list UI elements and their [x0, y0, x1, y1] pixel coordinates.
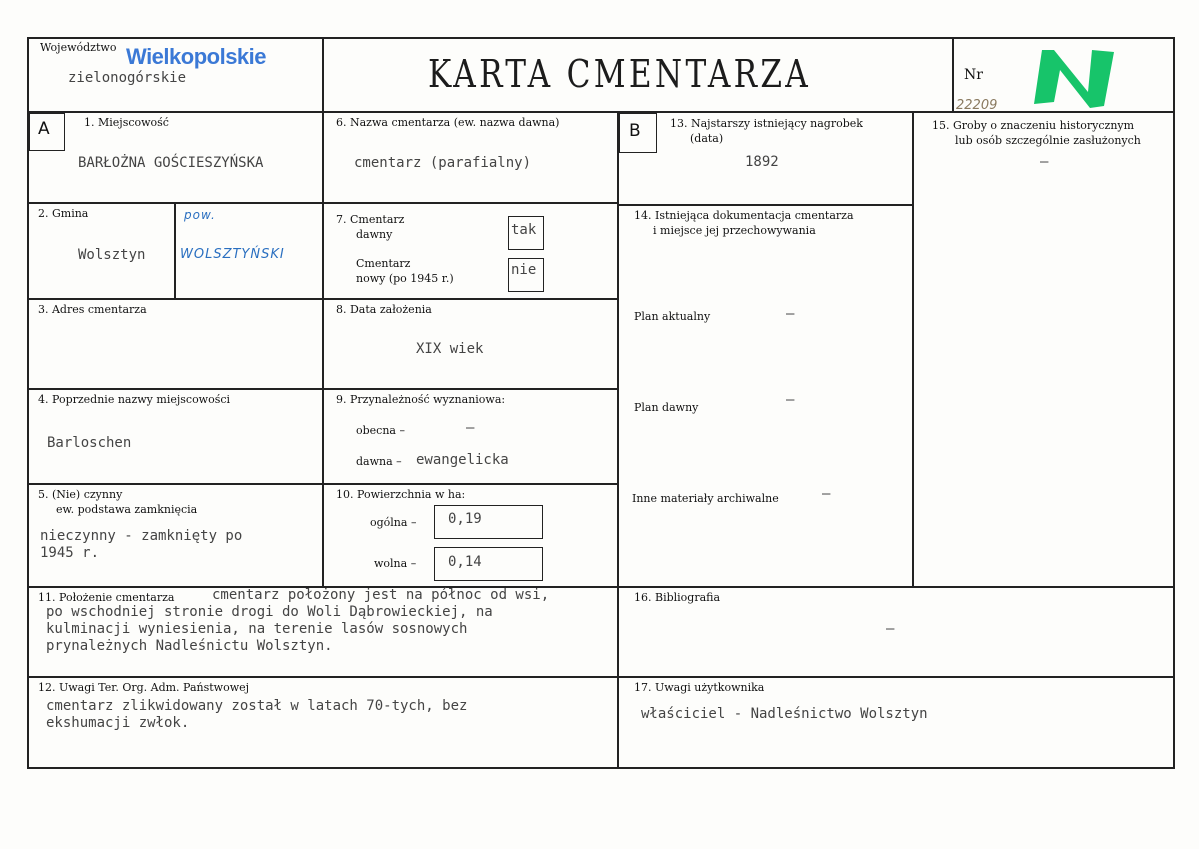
header-col-1: [322, 37, 324, 112]
nr-value: 22209: [956, 98, 998, 113]
field-11-line-3: kulminacji wyniesienia, na terenie lasów sosnowych: [46, 621, 468, 637]
row-line-b: [617, 204, 914, 206]
field-13-label-2: (data): [690, 132, 724, 145]
field-7-old: dawny: [356, 228, 393, 241]
field-2-label: 2. Gmina: [38, 207, 89, 220]
field-13-label-1: 13. Najstarszy istniejący nagrobek: [670, 117, 863, 130]
field-12-line-2: ekshumacji zwłok.: [46, 715, 190, 731]
field-7-nie: nie: [511, 262, 537, 278]
row-line-4: [27, 483, 619, 485]
field-4-value: Barloschen: [47, 435, 132, 451]
field-11-line-4: prynależnych Nadleśnictu Wolsztyn.: [46, 638, 333, 654]
field-14-other-dash: –: [822, 486, 831, 502]
field-10-total: ogólna –: [370, 516, 417, 529]
n-marker-icon: [1030, 44, 1120, 118]
field-9-old: dawna –: [356, 455, 402, 468]
field-12-line-1: cmentarz zlikwidowany został w latach 70-tych, bez: [46, 698, 468, 714]
field-1-value: BARŁOŻNA GOŚCIESZYŃSKA: [78, 155, 264, 171]
col-div-3: [912, 111, 914, 587]
field-6-value: cmentarz (parafialny): [354, 155, 532, 171]
header-col-2: [952, 37, 954, 112]
gmina-split: [174, 202, 176, 298]
field-5-value-2: 1945 r.: [40, 545, 100, 561]
field-2-pow-label: pow.: [184, 208, 216, 222]
nr-label: Nr: [964, 67, 983, 83]
page-title: KARTA CMENTARZA: [428, 52, 812, 96]
field-15-label-2: lub osób szczególnie zasłużonych: [955, 134, 1141, 147]
field-17-value: właściciel - Nadleśnictwo Wolsztyn: [641, 706, 928, 722]
field-2-value: Wolsztyn: [78, 247, 146, 263]
field-11-line-1: cmentarz położony jest na północ od wsi,: [212, 587, 550, 603]
field-17-label: 17. Uwagi użytkownika: [634, 681, 765, 694]
field-9-old-value: ewangelicka: [416, 452, 509, 468]
field-15-label-1: 15. Groby o znaczeniu historycznym: [932, 119, 1135, 132]
field-5-label-1: 5. (Nie) czynny: [38, 488, 123, 501]
field-7-tak: tak: [511, 222, 537, 238]
row-line-2: [27, 298, 619, 300]
field-16-dash: –: [886, 621, 895, 637]
voivodeship-stamp: Wielkopolskie: [126, 44, 267, 69]
field-15-dash: –: [1040, 154, 1049, 170]
field-1-label: 1. Miejscowość: [84, 116, 169, 129]
row-line-5: [27, 586, 1175, 588]
field-4-label: 4. Poprzednie nazwy miejscowości: [38, 393, 231, 406]
field-9-current: obecna –: [356, 424, 405, 437]
field-12-label: 12. Uwagi Ter. Org. Adm. Państwowej: [38, 681, 250, 694]
field-9-label: 9. Przynależność wyznaniowa:: [336, 393, 506, 406]
field-14-current-plan-dash: –: [786, 306, 795, 322]
field-14-old-plan-dash: –: [786, 392, 795, 408]
field-5-label-2: ew. podstawa zamknięcia: [56, 503, 198, 516]
voivodeship-typed: zielonogórskie: [68, 70, 187, 86]
col-div-1: [322, 111, 324, 587]
field-11-label: 11. Położenie cmentarza: [38, 591, 175, 604]
field-7-label: 7. Cmentarz: [336, 213, 405, 226]
field-10-total-value: 0,19: [448, 511, 482, 527]
field-14-current-plan: Plan aktualny: [634, 310, 711, 323]
field-2-pow-value: WOLSZTYŃSKI: [180, 247, 285, 262]
section-a-letter: A: [38, 119, 50, 139]
frame-bottom: [27, 767, 1175, 769]
section-b-letter: B: [629, 121, 641, 141]
field-13-value: 1892: [745, 154, 779, 170]
col-div-2: [617, 111, 619, 769]
header-divider: [27, 111, 1175, 113]
field-3-label: 3. Adres cmentarza: [38, 303, 147, 316]
frame-right: [1173, 37, 1175, 769]
field-9-current-value: –: [466, 420, 475, 436]
field-16-label: 16. Bibliografia: [634, 591, 721, 604]
field-8-value: XIX wiek: [416, 341, 484, 357]
field-14-other: Inne materiały archiwalne: [632, 492, 779, 505]
row-line-6: [27, 676, 1175, 678]
field-14-old-plan: Plan dawny: [634, 401, 699, 414]
frame-top: [27, 37, 1175, 39]
row-line-1: [27, 202, 619, 204]
row-line-3: [27, 388, 619, 390]
field-7-new-1: Cmentarz: [356, 257, 411, 270]
field-10-free: wolna –: [374, 557, 417, 570]
field-14-label-1: 14. Istniejąca dokumentacja cmentarza: [634, 209, 854, 222]
field-8-label: 8. Data założenia: [336, 303, 432, 316]
field-11-line-2: po wschodniej stronie drogi do Woli Dąbrowieckiej, na: [46, 604, 493, 620]
voivodeship-label: Województwo: [40, 41, 117, 54]
field-10-free-value: 0,14: [448, 554, 482, 570]
field-14-label-2: i miejsce jej przechowywania: [653, 224, 816, 237]
field-10-label: 10. Powierzchnia w ha:: [336, 488, 466, 501]
field-6-label: 6. Nazwa cmentarza (ew. nazwa dawna): [336, 116, 560, 129]
field-5-value-1: nieczynny - zamknięty po: [40, 528, 243, 544]
field-7-new-2: nowy (po 1945 r.): [356, 272, 454, 285]
